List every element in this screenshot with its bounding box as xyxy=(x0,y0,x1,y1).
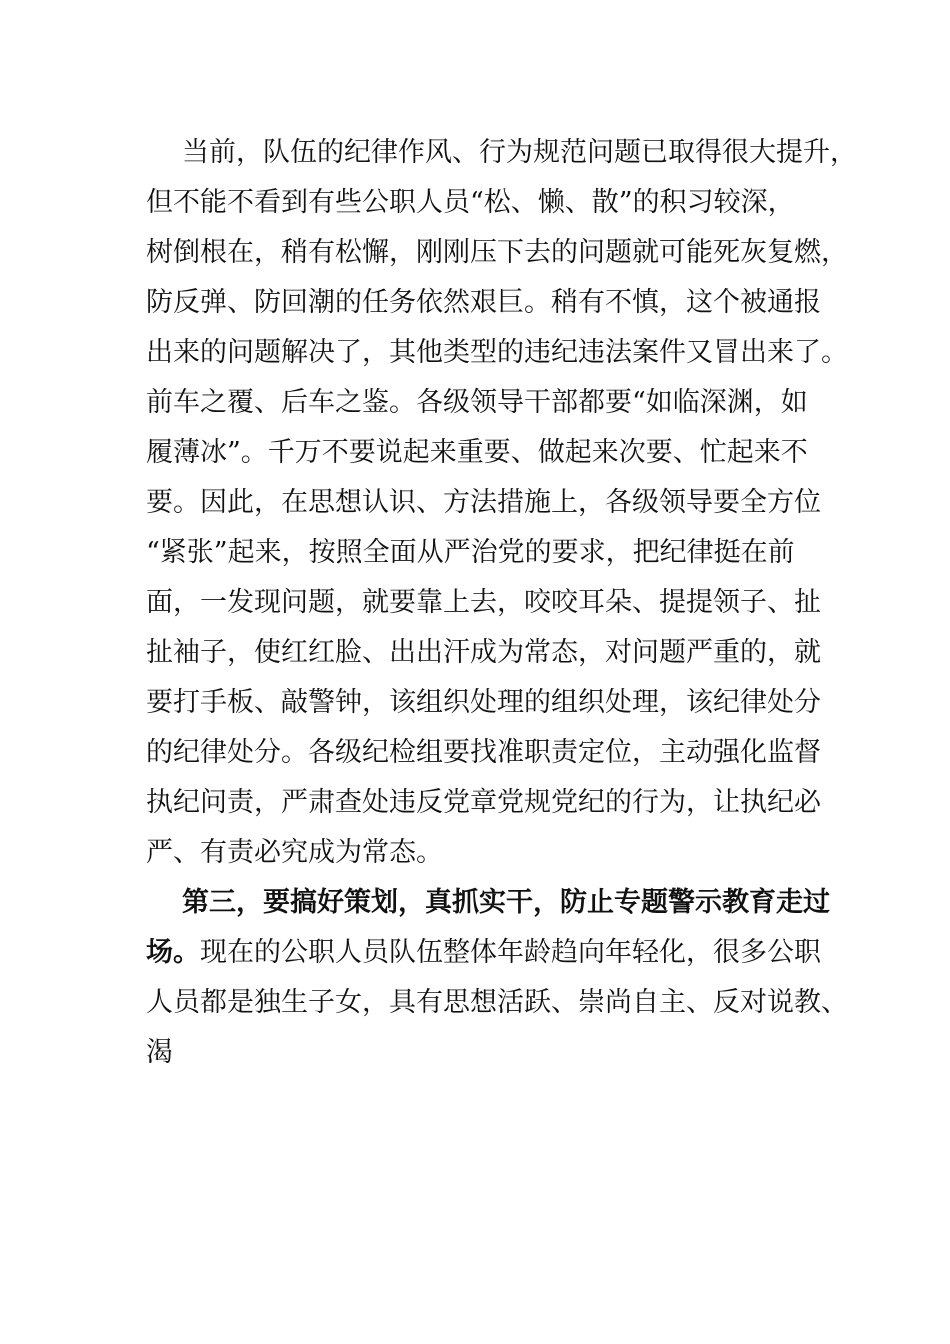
paragraph-line xyxy=(146,928,826,978)
paragraph-line: 当前，队伍的纪律作风、行为规范问题已取得很大提升， xyxy=(182,137,857,168)
paragraph-line: 严、有责必究成为常态。 xyxy=(146,837,443,868)
paragraph-line: 防反弹、防回潮的任务依然艰巨。稍有不慎，这个被通报 xyxy=(146,287,821,318)
section-heading: 第三，要搞好策划，真抓实干，防止专题警示教育走过 xyxy=(182,887,830,918)
section-heading-end: 场。 xyxy=(146,937,200,968)
paragraph-line: 但不能不看到有些公职人员“松、懒、散”的积习较深， xyxy=(146,187,795,218)
body-text xyxy=(146,128,857,1078)
paragraph-line: 执纪问责，严肃查处违反党章党规党纪的行为，让执纪必 xyxy=(146,787,821,818)
paragraph-line: 面，一发现问题，就要靠上去，咬咬耳朵、提提领子、扯 xyxy=(146,587,821,618)
paragraph-line: 渴 xyxy=(146,1037,173,1068)
paragraph-line: 要打手板、敲警钟，该组织处理的组织处理，该纪律处分 xyxy=(146,687,821,718)
paragraph-third-point xyxy=(146,878,848,1078)
paragraph-line: 扯袖子，使红红脸、出出汗成为常态，对问题严重的，就 xyxy=(146,637,821,668)
paragraph-line-text: 现在的公职人员队伍整体年龄趋向年轻化，很多公职 xyxy=(200,937,821,968)
paragraph-line: 要。因此，在思想认识、方法措施上，各级领导要全方位 xyxy=(146,487,821,518)
paragraph-line: 履薄冰”。千万不要说起来重要、做起来次要、忙起来不 xyxy=(146,437,808,468)
paragraph-line: 出来的问题解决了，其他类型的违纪违法案件又冒出来了。 xyxy=(146,337,848,368)
paragraph-discipline xyxy=(146,128,857,878)
paragraph-line: 树倒根在，稍有松懈，刚刚压下去的问题就可能死灰复燃， xyxy=(146,237,848,268)
paragraph-line: 前车之覆、后车之鉴。各级领导干部都要“如临深渊，如 xyxy=(146,387,808,418)
paragraph-line: 人员都是独生子女，具有思想活跃、崇尚自主、反对说教、 xyxy=(146,987,848,1018)
paragraph-line: “紧张”起来，按照全面从严治党的要求，把纪律挺在前 xyxy=(146,537,795,568)
paragraph-line: 的纪律处分。各级纪检组要找准职责定位，主动强化监督 xyxy=(146,737,821,768)
